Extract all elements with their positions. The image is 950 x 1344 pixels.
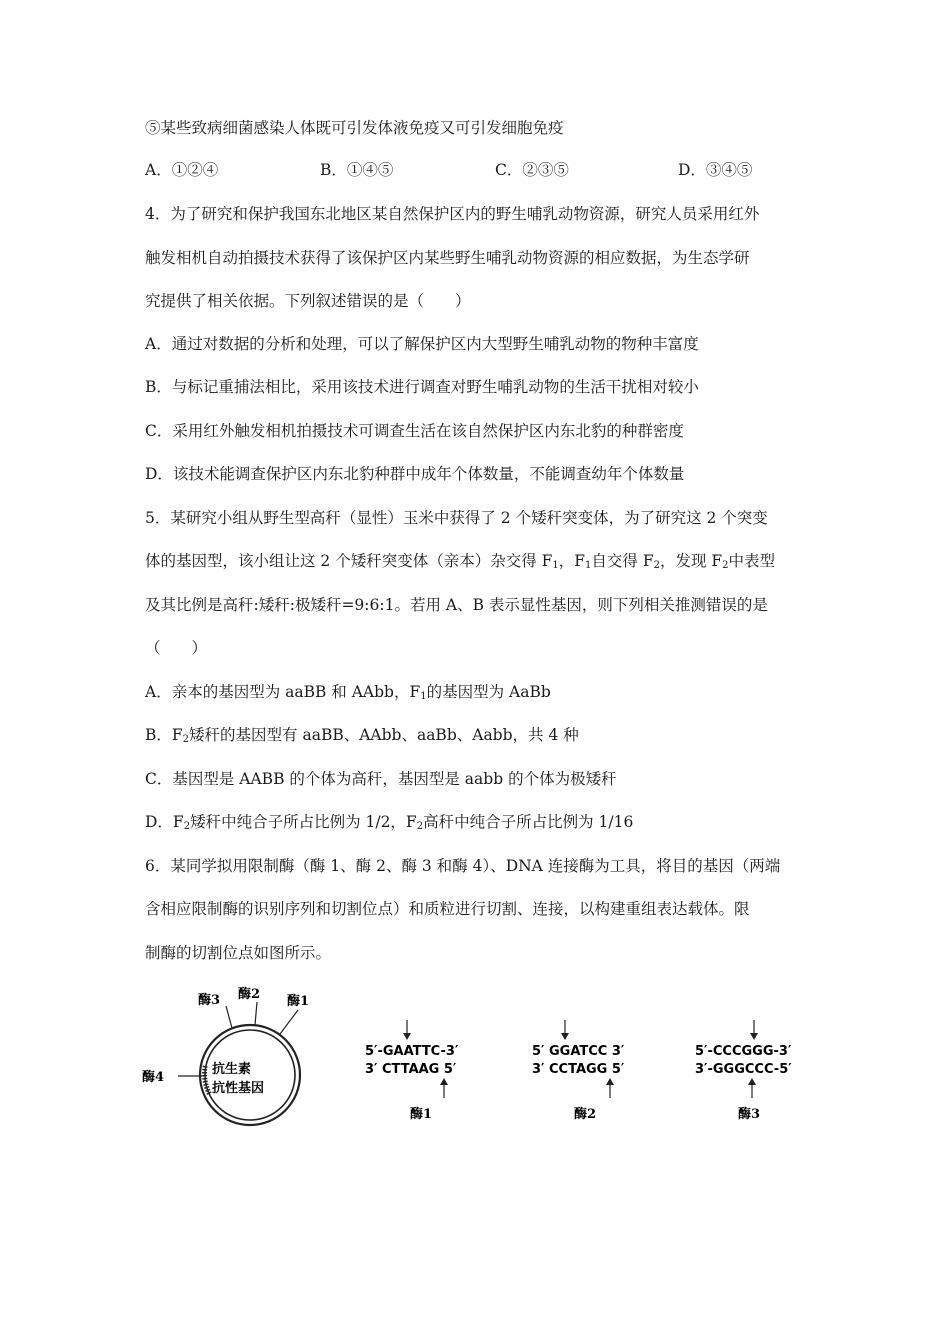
enzyme3-bottom-arrow-icon (748, 1078, 756, 1085)
q4-option-d: D．该技术能调查保护区内东北豹种群中成年个体数量，不能调查幼年个体数量 (145, 465, 685, 483)
enzyme2-name: 酶2 (574, 1107, 597, 1122)
plasmid-label-enzyme1: 酶1 (287, 994, 310, 1009)
q3-option-c: C．②③⑤ (495, 161, 569, 179)
q6-stem-line3: 制酶的切割位点如图所示。 (145, 944, 332, 962)
restriction-enzyme-figure (140, 980, 820, 1140)
enzyme3-name: 酶3 (738, 1107, 761, 1122)
q5-option-b: B．$F_2$矮秆的基因型有 aaBB、AAbb、aaBb、Aabb，共 4 种 (145, 726, 579, 745)
q6-stem-line1: 6．某同学拟用限制酶（酶 1、酶 2、酶 3 和酶 4）、DNA 连接酶为工具，将目的基因（两端 (145, 857, 781, 875)
enzyme3-site-line (226, 1006, 232, 1028)
enzyme1-top-arrow-icon (403, 1033, 411, 1040)
enzyme3-top-arrow-icon (750, 1033, 758, 1040)
plasmid-label-enzyme2: 酶2 (238, 987, 261, 1002)
enzyme3-bottom-strand: 3′-GGGCCC-5′ (695, 1062, 792, 1077)
q3-item5: ⑤某些致病细菌感染人体既可引发体液免疫又可引发细胞免疫 (145, 119, 564, 137)
enzyme2-site-line (255, 1002, 257, 1025)
enzyme2-top-strand: 5′ GGATCC 3′ (532, 1044, 625, 1059)
q4-stem-line2: 触发相机自动拍摄技术获得了该保护区内某些野生哺乳动物资源的相应数据，为生态学研 (145, 249, 750, 267)
enzyme1-bottom-arrow-icon (440, 1078, 448, 1085)
plasmid-inner-text-line1: 抗生素 (212, 1062, 252, 1077)
q5-option-d: D．$F_2$矮秆中纯合子所占比例为 1/2，$F_2$高秆中纯合子所占比例为 1/16 (145, 813, 634, 832)
q4-stem-line1: 4．为了研究和保护我国东北地区某自然保护区内的野生哺乳动物资源，研究人员采用红外 (145, 205, 760, 223)
plasmid-label-enzyme3: 酶3 (198, 993, 221, 1008)
q4-stem-line3: 究提供了相关依据。下列叙述错误的是（ ） (145, 292, 471, 310)
q4-option-b: B．与标记重捕法相比，采用该技术进行调查对野生哺乳动物的生活干扰相对较小 (145, 378, 699, 396)
enzyme1-diagram (365, 1020, 459, 1122)
enzyme1-name: 酶1 (410, 1107, 433, 1122)
enzyme2-bottom-arrow-icon (606, 1078, 614, 1085)
q5-stem-line4: （ ） (145, 639, 208, 657)
q5-stem-line1: 5．某研究小组从野生型高秆（显性）玉米中获得了 2 个矮秆突变体，为了研究这 2 个突变 (145, 509, 768, 527)
enzyme1-bottom-strand: 3′ CTTAAG 5′ (365, 1062, 457, 1077)
enzyme2-diagram (532, 1020, 625, 1122)
q6-stem-line2: 含相应限制酶的识别序列和切割位点）和质粒进行切割、连接，以构建重组表达载体。限 (145, 900, 750, 918)
enzyme1-top-strand: 5′-GAATTC-3′ (365, 1044, 459, 1059)
q5-option-c: C．基因型是 AABB 的个体为高秆，基因型是 aabb 的个体为极矮秆 (145, 770, 617, 788)
plasmid-diagram (142, 986, 309, 1125)
figure-svg (140, 980, 820, 1140)
q4-option-c: C．采用红外触发相机拍摄技术可调查生活在该自然保护区内东北豹的种群密度 (145, 422, 684, 440)
enzyme1-site-line (280, 1010, 298, 1034)
enzyme3-diagram (695, 1020, 792, 1122)
q3-option-b: B．①④⑤ (320, 161, 394, 179)
plasmid-inner-text-line2: 抗性基因 (212, 1081, 265, 1096)
enzyme2-bottom-strand: 3′ CCTAGG 5′ (532, 1062, 625, 1077)
q4-option-a: A．通过对数据的分析和处理，可以了解保护区内大型野生哺乳动物的物种丰富度 (145, 335, 699, 353)
q3-option-a: A．①②④ (145, 161, 219, 179)
enzyme3-top-strand: 5′-CCCGGG-3′ (695, 1044, 792, 1059)
q5-option-a: A．亲本的基因型为 aaBB 和 AAbb，$F_1$的基因型为 AaBb (145, 683, 551, 702)
q5-stem-line2: 体的基因型，该小组让这 2 个矮秆突变体（亲本）杂交得 $F_1$，$F_1$自交得 $F_2$，发现 $F_2$中表型 (145, 552, 776, 571)
enzyme2-top-arrow-icon (561, 1033, 569, 1040)
q5-stem-line3: 及其比例是高秆:矮秆:极矮秆=9:6:1。若用 A、B 表示显性基因，则下列相关推测错误的是 (145, 596, 768, 614)
q3-option-d: D．③④⑤ (678, 161, 753, 179)
plasmid-label-enzyme4: 酶4 (142, 1070, 165, 1085)
